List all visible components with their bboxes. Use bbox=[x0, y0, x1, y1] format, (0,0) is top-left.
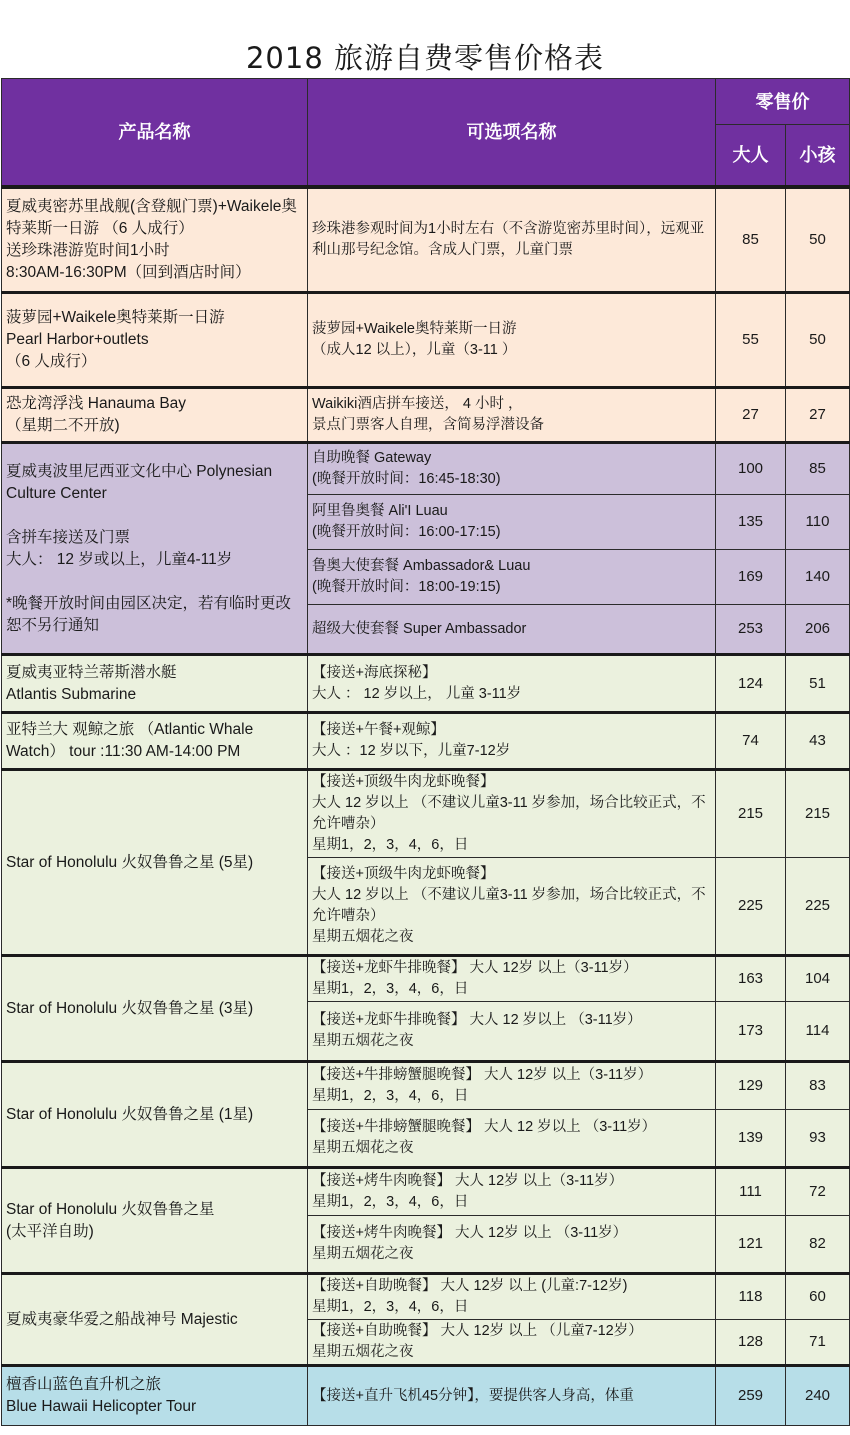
table-row bbox=[2, 1274, 850, 1320]
child-price-cell: 215 bbox=[786, 770, 850, 858]
child-price-cell: 83 bbox=[786, 1062, 850, 1110]
table-row bbox=[2, 293, 850, 388]
table-row bbox=[2, 443, 850, 495]
adult-price-cell: 74 bbox=[716, 713, 786, 770]
option-name-cell: 鲁奥大使套餐 Ambassador& Luau (晚餐开放时间：18:00-19:15) bbox=[308, 550, 716, 605]
product-name-cell: 夏威夷波里尼西亚文化中心 Polynesian Culture Center 含拼车接送及门票 大人： 12 岁或以上，儿童4-11岁 *晚餐开放时间由园区决定，若有临时更改恕不另行通知 bbox=[2, 443, 308, 655]
option-name-cell: Waikiki酒店拼车接送， 4 小时 ， 景点门票客人自理，含简易浮潜设备 bbox=[308, 388, 716, 443]
child-price-cell: 27 bbox=[786, 388, 850, 443]
child-price-cell: 60 bbox=[786, 1274, 850, 1320]
adult-price-cell: 121 bbox=[716, 1216, 786, 1274]
adult-price-cell: 173 bbox=[716, 1002, 786, 1062]
table-row bbox=[2, 388, 850, 443]
adult-price-cell: 215 bbox=[716, 770, 786, 858]
child-price-cell: 225 bbox=[786, 858, 850, 956]
option-name-cell: 【接送+顶级牛肉龙虾晚餐】 大人 12 岁以上 （不建议儿童3-11 岁参加，场合比较正式，不允许嘈杂） 星期1，2，3，4，6，日 bbox=[308, 770, 716, 858]
table-row bbox=[2, 655, 850, 713]
page-title: 2018 旅游自费零售价格表 bbox=[245, 41, 605, 75]
adult-price-cell: 225 bbox=[716, 858, 786, 956]
child-price-cell: 140 bbox=[786, 550, 850, 605]
child-price-cell: 50 bbox=[786, 187, 850, 293]
header-child: 小孩 bbox=[786, 125, 850, 187]
option-name-cell: 阿里鲁奥餐 Ali'I Luau (晚餐开放时间：16:00-17:15) bbox=[308, 495, 716, 550]
table-row bbox=[2, 770, 850, 858]
product-name-cell: 檀香山蓝色直升机之旅 Blue Hawaii Helicopter Tour bbox=[2, 1366, 308, 1426]
product-name-cell: Star of Honolulu 火奴鲁鲁之星 (5星) bbox=[2, 770, 308, 956]
option-name-cell: 【接送+直升飞机45分钟】，要提供客人身高，体重 bbox=[308, 1366, 716, 1426]
product-name-cell: 夏威夷密苏里战舰(含登舰门票)+Waikele奥特莱斯一日游 （6 人成行） 送珍珠港游览时间1小时 8:30AM-16:30PM（回到酒店时间） bbox=[2, 187, 308, 293]
product-name-cell: 菠萝园+Waikele奥特莱斯一日游 Pearl Harbor+outlets （6 人成行） bbox=[2, 293, 308, 388]
table-row bbox=[2, 1366, 850, 1426]
table-row bbox=[2, 1062, 850, 1110]
option-name-cell: 珍珠港参观时间为1小时左右（不含游览密苏里时间），远观亚利山那号纪念馆。含成人门票，儿童门票 bbox=[308, 187, 716, 293]
option-name-cell: 【接送+海底探秘】 大人 ： 12 岁以上， 儿童 3-11岁 bbox=[308, 655, 716, 713]
child-price-cell: 72 bbox=[786, 1168, 850, 1216]
option-name-cell: 【接送+牛排螃蟹腿晚餐】 大人 12 岁以上 （3-11岁） 星期五烟花之夜 bbox=[308, 1110, 716, 1168]
adult-price-cell: 55 bbox=[716, 293, 786, 388]
option-name-cell: 【接送+牛排螃蟹腿晚餐】 大人 12岁 以上（3-11岁） 星期1，2，3，4，6，日 bbox=[308, 1062, 716, 1110]
product-name-cell: 夏威夷豪华爱之船战神号 Majestic bbox=[2, 1274, 308, 1366]
option-name-cell: 【接送+烤牛肉晚餐】 大人 12岁 以上（3-11岁） 星期1，2，3，4，6，日 bbox=[308, 1168, 716, 1216]
adult-price-cell: 135 bbox=[716, 495, 786, 550]
child-price-cell: 51 bbox=[786, 655, 850, 713]
adult-price-cell: 259 bbox=[716, 1366, 786, 1426]
adult-price-cell: 27 bbox=[716, 388, 786, 443]
adult-price-cell: 128 bbox=[716, 1320, 786, 1366]
product-name-cell: 夏威夷亚特兰蒂斯潜水艇 Atlantis Submarine bbox=[2, 655, 308, 713]
child-price-cell: 206 bbox=[786, 605, 850, 655]
child-price-cell: 114 bbox=[786, 1002, 850, 1062]
adult-price-cell: 253 bbox=[716, 605, 786, 655]
option-name-cell: 【接送+顶级牛肉龙虾晚餐】 大人 12 岁以上 （不建议儿童3-11 岁参加，场合比较正式，不允许嘈杂） 星期五烟花之夜 bbox=[308, 858, 716, 956]
header-retail-price: 零售价 bbox=[716, 79, 850, 125]
adult-price-cell: 118 bbox=[716, 1274, 786, 1320]
adult-price-cell: 129 bbox=[716, 1062, 786, 1110]
product-name-cell: Star of Honolulu 火奴鲁鲁之星 (3星) bbox=[2, 956, 308, 1062]
table-body bbox=[2, 187, 850, 1426]
child-price-cell: 85 bbox=[786, 443, 850, 495]
header-option: 可选项名称 bbox=[308, 79, 716, 187]
option-name-cell: 自助晚餐 Gateway (晚餐开放时间：16:45-18:30) bbox=[308, 443, 716, 495]
product-name-cell: Star of Honolulu 火奴鲁鲁之星 (1星) bbox=[2, 1062, 308, 1168]
child-price-cell: 71 bbox=[786, 1320, 850, 1366]
option-name-cell: 【接送+龙虾牛排晚餐】 大人 12 岁以上 （3-11岁） 星期五烟花之夜 bbox=[308, 1002, 716, 1062]
option-name-cell: 【接送+午餐+观鲸】 大人 ：12 岁以下，儿童7-12岁 bbox=[308, 713, 716, 770]
option-name-cell: 【接送+烤牛肉晚餐】 大人 12岁 以上 （3-11岁） 星期五烟花之夜 bbox=[308, 1216, 716, 1274]
table-row bbox=[2, 1168, 850, 1216]
table-row bbox=[2, 956, 850, 1002]
header-product: 产品名称 bbox=[2, 79, 308, 187]
option-name-cell: 菠萝园+Waikele奥特莱斯一日游 （成人12 以上），儿童（3-11 ） bbox=[308, 293, 716, 388]
table-row bbox=[2, 187, 850, 293]
adult-price-cell: 111 bbox=[716, 1168, 786, 1216]
product-name-cell: 恐龙湾浮浅 Hanauma Bay （星期二不开放) bbox=[2, 388, 308, 443]
child-price-cell: 82 bbox=[786, 1216, 850, 1274]
option-name-cell: 超级大使套餐 Super Ambassador bbox=[308, 605, 716, 655]
child-price-cell: 240 bbox=[786, 1366, 850, 1426]
product-name-cell: Star of Honolulu 火奴鲁鲁之星 (太平洋自助) bbox=[2, 1168, 308, 1274]
child-price-cell: 104 bbox=[786, 956, 850, 1002]
option-name-cell: 【接送+自助晚餐】 大人 12岁 以上 (儿童:7-12岁) 星期1，2，3，4，6，日 bbox=[308, 1274, 716, 1320]
adult-price-cell: 100 bbox=[716, 443, 786, 495]
option-name-cell: 【接送+自助晚餐】 大人 12岁 以上 （儿童7-12岁） 星期五烟花之夜 bbox=[308, 1320, 716, 1366]
price-table bbox=[1, 78, 850, 1426]
table-row bbox=[2, 713, 850, 770]
child-price-cell: 93 bbox=[786, 1110, 850, 1168]
header-adult: 大人 bbox=[716, 125, 786, 187]
child-price-cell: 110 bbox=[786, 495, 850, 550]
child-price-cell: 43 bbox=[786, 713, 850, 770]
adult-price-cell: 163 bbox=[716, 956, 786, 1002]
adult-price-cell: 139 bbox=[716, 1110, 786, 1168]
option-name-cell: 【接送+龙虾牛排晚餐】 大人 12岁 以上（3-11岁） 星期1，2，3，4，6，日 bbox=[308, 956, 716, 1002]
adult-price-cell: 124 bbox=[716, 655, 786, 713]
adult-price-cell: 85 bbox=[716, 187, 786, 293]
product-name-cell: 亚特兰大 观鲸之旅 （Atlantic Whale Watch） tour :11:30 AM-14:00 PM bbox=[2, 713, 308, 770]
child-price-cell: 50 bbox=[786, 293, 850, 388]
adult-price-cell: 169 bbox=[716, 550, 786, 605]
